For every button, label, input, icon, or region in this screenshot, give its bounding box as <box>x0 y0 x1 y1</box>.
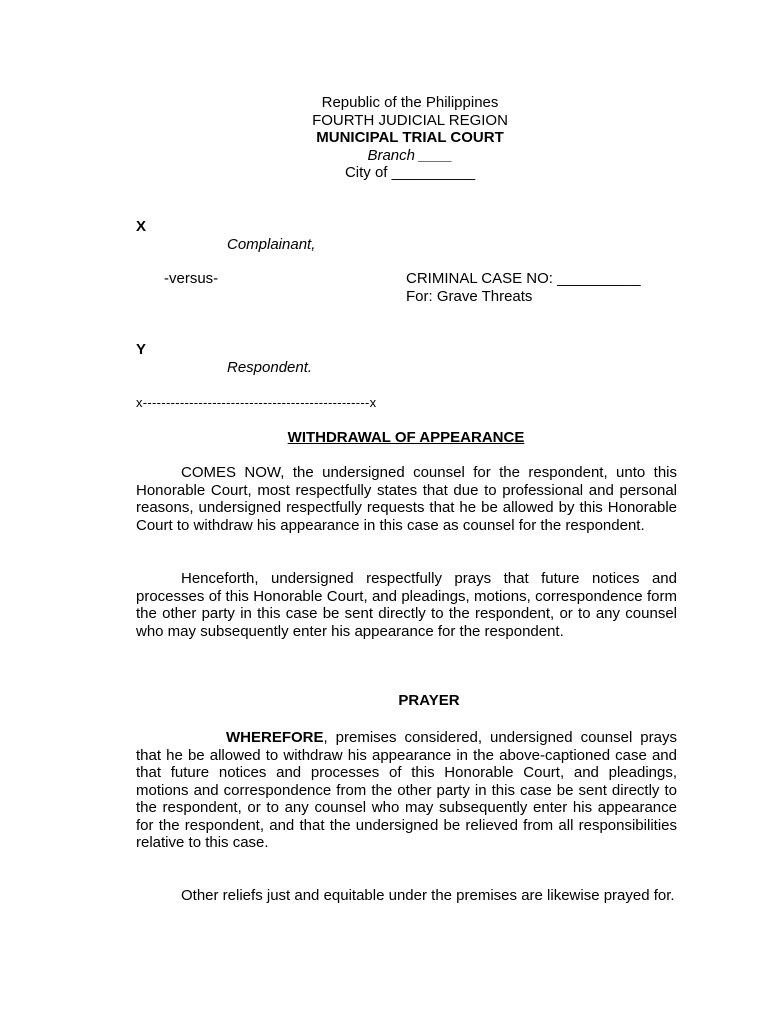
case-offense: For: Grave Threats <box>406 288 533 305</box>
caption-separator: x-------------------------------------------------x <box>136 395 377 410</box>
paragraph-2 <box>136 570 677 640</box>
prayer-paragraph <box>136 729 677 852</box>
document-title: WITHDRAWAL OF APPEARANCE <box>287 429 525 446</box>
paragraph-1 <box>136 464 677 534</box>
prayer-body-text: , premises considered, undersigned counsel prays that he be allowed to withdraw his appearance in the above-captioned case and that future notices and processes of this Honorable Court, and pleadings, motions and correspondence from the other party in this case be sent directly to the respondent, or to any counsel who may subsequently enter his appearance for the respondent, and that the undersigned be relieved from all responsibilities relative to this case. <box>136 729 677 851</box>
header-court: MUNICIPAL TRIAL COURT <box>316 129 504 146</box>
case-number: CRIMINAL CASE NO: __________ <box>406 270 641 287</box>
court-header <box>0 94 768 182</box>
respondent-label: Respondent. <box>227 359 313 376</box>
paragraph-1-text: COMES NOW, the undersigned counsel for the respondent, unto this Honorable Court, most respectfully states that due to professional and personal reasons, undersigned respectfully requests that he be allowed by this Honorable Court to withdraw his appearance in this case as counsel for the respondent. <box>136 464 677 534</box>
prayer-lead-word: WHEREFORE <box>226 729 324 746</box>
header-city: City of __________ <box>344 164 476 181</box>
versus-label: -versus- <box>164 270 219 287</box>
prayer-heading: PRAYER <box>398 692 460 709</box>
complainant-label: Complainant, <box>227 236 316 253</box>
header-region: FOURTH JUDICIAL REGION <box>312 111 508 129</box>
paragraph-final-text: Other reliefs just and equitable under the premises are likewise prayed for. <box>181 887 675 904</box>
paragraph-2-text: Henceforth, undersigned respectfully prays that future notices and processes of this Honorable Court, and pleadings, motions, correspondence form the other party in this case be sent directly to the respondent, or to any counsel who may subsequently enter his appearance for the respondent. <box>136 570 677 640</box>
header-branch: Branch ____ <box>367 146 453 164</box>
respondent-name: Y <box>136 341 147 358</box>
complainant-name: X <box>136 218 147 235</box>
paragraph-final <box>136 887 677 905</box>
header-republic: Republic of the Philippines <box>321 94 499 111</box>
